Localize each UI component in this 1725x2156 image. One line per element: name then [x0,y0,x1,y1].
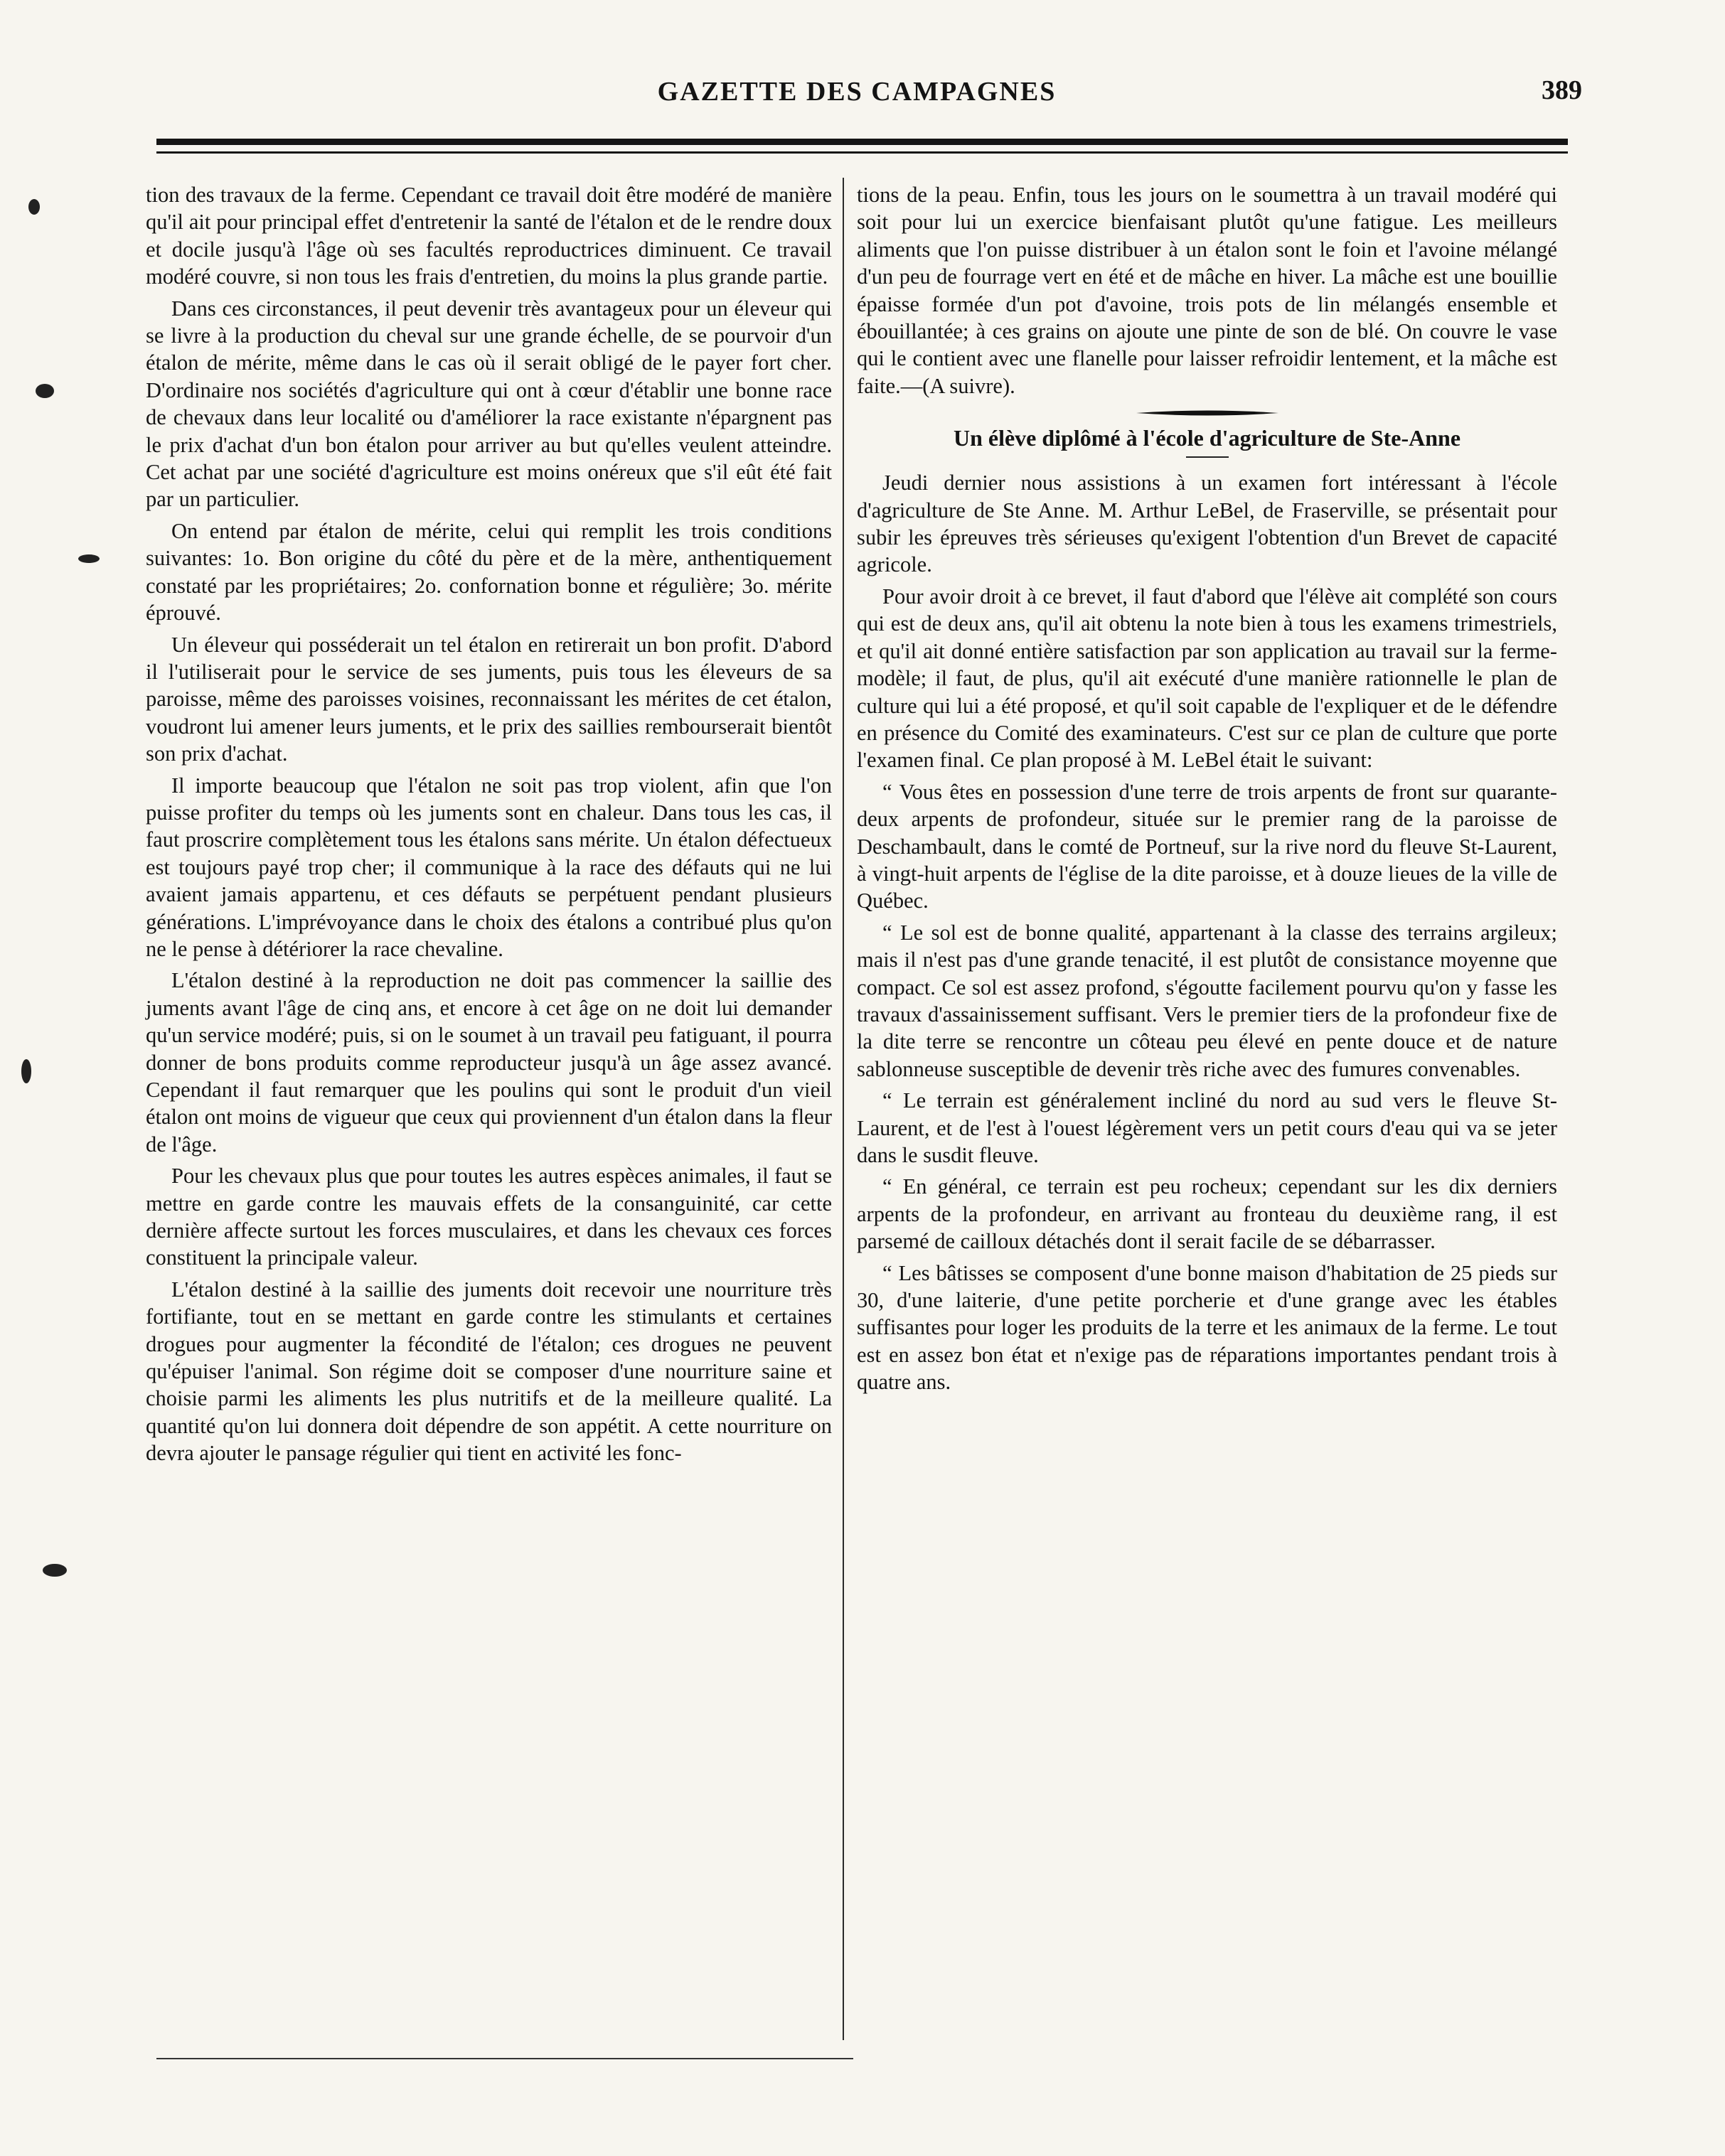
paragraph: “ En général, ce terrain est peu rocheux; cependant sur les dix derniers arpents de la profondeur, en arrivant au fronteau du deuxième rang, il est parsemé de cailloux détachés dont il serait facile de se débarrasser. [857,1174,1557,1254]
right-column [857,181,1557,2049]
paragraph: “ Le terrain est généralement incliné du nord au sud vers le fleuve St-Laurent, et de l'est à l'ouest légèrement vers un petit cours d'eau qui va se jeter dans le susdit fleuve. [857,1088,1557,1167]
column-divider [843,178,844,2040]
paragraph: Un éleveur qui posséderait un tel étalon en retirerait un bon profit. D'abord il l'utiliserait pour le service de ses juments, puis tous les éleveurs de sa paroisse, même des paroisses voisines, reconnaissant les mérites de cet étalon, voudront lui amener leurs juments, et le prix des saillies rembourserait bientôt son prix d'achat. [146,632,832,766]
paragraph: “ Le sol est de bonne qualité, appartenant à la classe des terrains argileux; mais il n'est pas d'une grande tenacité, il est plutôt de consistance moyenne que compact. Ce sol est assez profond, s'égoutte facilement pourvu qu'on y fasse les travaux d'assainissement suffisant. Vers le premier tiers de la profondeur fixe de la dite terre se rencontre un côteau peu élevé en pente douce et de nature sablonneuse susceptible de devenir très riche avec des fumures convenables. [857,920,1557,1081]
margin-speck [21,1059,31,1083]
section-heading: Un élève diplômé à l'école d'agriculture de Ste-Anne [953,425,1461,451]
page-number: 389 [1542,75,1582,105]
page-title: GAZETTE DES CAMPAGNES [657,77,1057,107]
paragraph: L'étalon destiné à la reproduction ne doit pas commencer la saillie des juments avant l'âge de cinq ans, et encore à cet âge on ne doit lui demander qu'un service modéré; puis, si on le soumet à un travail peu fatiguant, il pourra donner de bons produits comme reproducteur jusqu'à un âge assez avancé. Cependant il faut remarquer que les poulins qui sont le produit d'un vieil étalon ont moins de vigueur que ceux qui proviennent d'un étalon dans la fleur de l'âge. [146,968,832,1157]
paragraph: tion des travaux de la ferme. Cependant ce travail doit être modéré de manière qu'il ait pour principal effet d'entretenir la santé de l'étalon et de le rendre doux et docile jusqu'à l'âge où ses facultés reproductrices diminuent. Ce travail modéré couvre, si non tous les frais d'entretien, du moins la plus grande partie. [146,183,832,289]
margin-speck [43,1564,67,1577]
paragraph: Il importe beaucoup que l'étalon ne soit pas trop violent, afin que l'on puisse profiter du temps où les juments sont en chaleur. Dans tous les cas, il faut proscrire complètement tous les étalons sans mérite. Un étalon défectueux est toujours payé trop cher; il communique à la race des défauts qui ne lui avaient jamais appartenu, et ces défauts se perpétuent pendant plusieurs générations. L'imprévoyance dans le choix des étalons a contribué plus qu'on ne le pense à détériorer la race chevaline. [146,773,832,961]
paragraph: L'étalon destiné à la saillie des juments doit recevoir une nourriture très fortifiante, tout en se mettant en garde contre les stimulants et certaines drogues pour augmenter la fécondité de l'étalon; ces drogues ne peuvent qu'épuiser l'animal. Son régime doit se composer d'une nourriture saine et choisie parmi les aliments les plus nutritifs et de la meilleure qualité. La quantité qu'on lui donnera doit dépendre de son appétit. A cette nourriture on devra ajouter le pansage régulier qui tient en activité les fonc- [146,1277,832,1466]
margin-speck [36,384,54,398]
paragraph: On entend par étalon de mérite, celui qui remplit les trois conditions suivantes: 1o. Bon origine du côté du père et de la mère, anthentiquement constaté par les propriétaires; 2o. confornation bonne et régulière; 3o. mérite éprouvé. [146,518,832,626]
heading-rule [1186,456,1229,458]
paragraph: “ Vous êtes en possession d'une terre de trois arpents de front sur quarante-deux arpents de profondeur, située sur le premier rang de la paroisse de Deschambault, dans le comté de Portneuf, sur la rive nord du fleuve St-Laurent, à vingt-huit arpents de l'église de la dite paroisse, et à douze lieues de la ville de Québec. [857,779,1557,913]
paragraph: “ Les bâtisses se composent d'une bonne maison d'habitation de 25 pieds sur 30, d'une laiterie, d'une petite porcherie et d'une grange avec les étables suffisantes pour loger les produits de la terre et les animaux de la ferme. Le tout est en assez bon état et n'exige pas de réparations importantes pendant trois à quatre ans. [857,1260,1557,1395]
page-header [146,68,1582,124]
paragraph: Jeudi dernier nous assistions à un examen fort intéressant à l'école d'agriculture de Ste Anne. M. Arthur LeBel, de Fraserville, se présentait pour subir les épreuves très sérieuses qu'exigent l'obtention d'un Brevet de capacité agricole. [857,471,1557,577]
paragraph: Pour les chevaux plus que pour toutes les autres espèces animales, il faut se mettre en garde contre les mauvais effets de la consanguinité, car cette dernière affecte surtout les forces musculaires, et dans les chevaux ces forces constituent la principale valeur. [146,1164,832,1270]
header-rule-thin [156,151,1568,154]
section-ornament [1136,409,1278,417]
footer-rule [156,2058,853,2059]
margin-speck [78,554,100,563]
header-rule-thick [156,139,1568,145]
paragraph: Dans ces circonstances, il peut devenir très avantageux pour un éleveur qui se livre à la production du cheval sur une grande échelle, de se pourvoir d'un étalon de mérite, même dans le cas où il serait obligé de le payer fort cher. D'ordinaire nos sociétés d'agriculture qui ont à cœur d'établir une bonne race de chevaux dans leur localité ou d'améliorer la race existante n'épargnent pas le prix d'achat d'un bon étalon pour arriver au but qu'elles veulent atteindre. Cet achat par une société d'agriculture est moins onéreux que s'il eût été fait par un particulier. [146,296,832,512]
margin-speck [28,199,40,215]
left-column [146,181,832,2049]
paragraph-continued: tions de la peau. Enfin, tous les jours on le soumettra à un travail modéré qui soit pour lui un exercice bienfaisant plutôt qu'une fatigue. Les meilleurs aliments que l'on puisse distribuer à un étalon sont le foin et l'avoine mélangé d'un peu de fourrage vert en été et de mâche en hiver. La mâche est une bouillie épaisse formée d'un pot d'avoine, trois pots de lin mélangés ensemble et ébouillantée; à ces grains on ajoute une pinte de son de blé. On couvre le vase qui le contient avec une flanelle pour laisser refroidir lentement, et la mâche est faite.—(A suivre). [857,183,1557,398]
paragraph: Pour avoir droit à ce brevet, il faut d'abord que l'élève ait complété son cours qui est de deux ans, qu'il ait obtenu la note bien à tous les examens trimestriels, et qu'il ait donné entière satisfaction par son application au travail sur la ferme-modèle; il faut, de plus, qu'il ait exécuté d'une manière rationnelle le plan de culture qui lui a été proposé, et qu'il soit capable de l'expliquer et de le défendre en présence du Comité des examinateurs. C'est sur ce plan de culture que porte l'examen final. Ce plan proposé à M. LeBel était le suivant: [857,584,1557,773]
